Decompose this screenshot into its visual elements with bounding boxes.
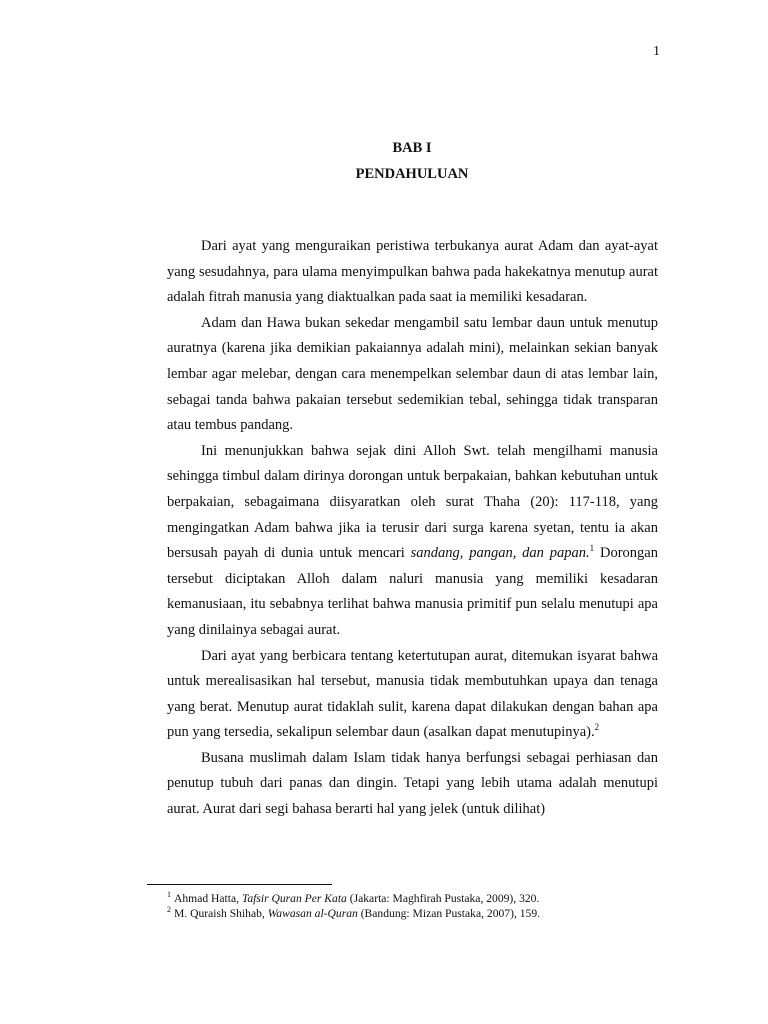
paragraph-4	[167, 644, 658, 746]
paragraph-2: Adam dan Hawa bukan sekedar mengambil satu lembar daun untuk menutup auratnya (karena jika demikian pakaiannya adalah mini), melainkan sekian banyak lembar agar melebar, dengan cara menempelkan selembar daun di atas lembar lain, sebagai tanda bahwa pakaian tersebut sedemikian tebal, sehingga tidak transparan atau tembus pandang.	[167, 314, 658, 434]
footnote-book-title: Wawasan al-Quran	[267, 907, 358, 920]
chapter-heading: BAB I	[392, 140, 432, 156]
paragraph-1: Dari ayat yang menguraikan peristiwa terbukanya aurat Adam dan ayat-ayat yang sesudahnya, para ulama menyimpulkan bahwa pada hakekatnya menutup aurat adalah fitrah manusia yang diaktualkan pada saat ia memiliki kesadaran.	[167, 238, 658, 306]
paragraph-4-text: Dari ayat yang berbicara tentang ketertutupan aurat, ditemukan isyarat bahwa untuk merealisasikan hal tersebut, manusia tidak membutuhkan upaya dan tenaga yang berat. Menutup aurat tidaklah sulit, karena dapat dilakukan dengan bahan apa pun yang tersedia, sekalipun selembar daun (asalkan dapat menutupinya).	[167, 647, 658, 741]
chapter-title: PENDAHULUAN	[355, 166, 469, 182]
paragraph-5: Busana muslimah dalam Islam tidak hanya berfungsi sebagai perhiasan dan penutup tubuh dari panas dan dingin. Tetapi yang lebih utama adalah menutupi aurat. Aurat dari segi bahasa berarti hal yang jelek (untuk dilihat)	[167, 749, 658, 818]
footnote-1	[167, 891, 667, 906]
footnote-ref-1: 1	[589, 543, 595, 554]
body-text	[167, 234, 658, 823]
page-number: 1	[653, 44, 660, 59]
footnote-author: M. Quraish Shihab,	[174, 907, 268, 920]
footnote-publication: (Bandung: Mizan Pustaka, 2007), 159.	[357, 907, 541, 920]
footnotes	[167, 891, 667, 921]
paragraph-3-text-b: Dorongan tersebut diciptakan Alloh dalam naluri manusia yang memiliki kesadaran kemanusiaan, itu sebabnya terlihat bahwa manusia primitif pun selalu menutupi apa yang dinilainya sebagai aurat.	[167, 545, 658, 638]
footnote-number: 2	[167, 905, 171, 914]
footnote-number: 1	[167, 890, 171, 899]
footnote-separator	[147, 884, 332, 885]
paragraph-3-text-a: Ini menunjukkan bahwa sejak dini Alloh Swt. telah mengilhami manusia sehingga timbul dalam dirinya dorongan untuk berpakaian, bahkan kebutuhan untuk berpakaian, sebagaimana diisyaratkan oleh surat Thaha (20): 117-118, yang mengingatkan Adam bahwa jika ia terusir dari surga karena syetan, tentu ia akan bersusah payah di dunia untuk mencari	[167, 442, 658, 562]
footnote-author: Ahmad Hatta,	[174, 892, 242, 905]
footnote-book-title: Tafsir Quran Per Kata	[241, 892, 347, 905]
footnote-ref-2: 2	[594, 722, 600, 733]
paragraph-3	[167, 439, 658, 644]
footnote-2	[167, 906, 667, 921]
footnote-publication: (Jakarta: Maghfirah Pustaka, 2009), 320.	[346, 892, 540, 905]
paragraph-3-italic: sandang, pangan, dan papan.	[410, 545, 590, 562]
